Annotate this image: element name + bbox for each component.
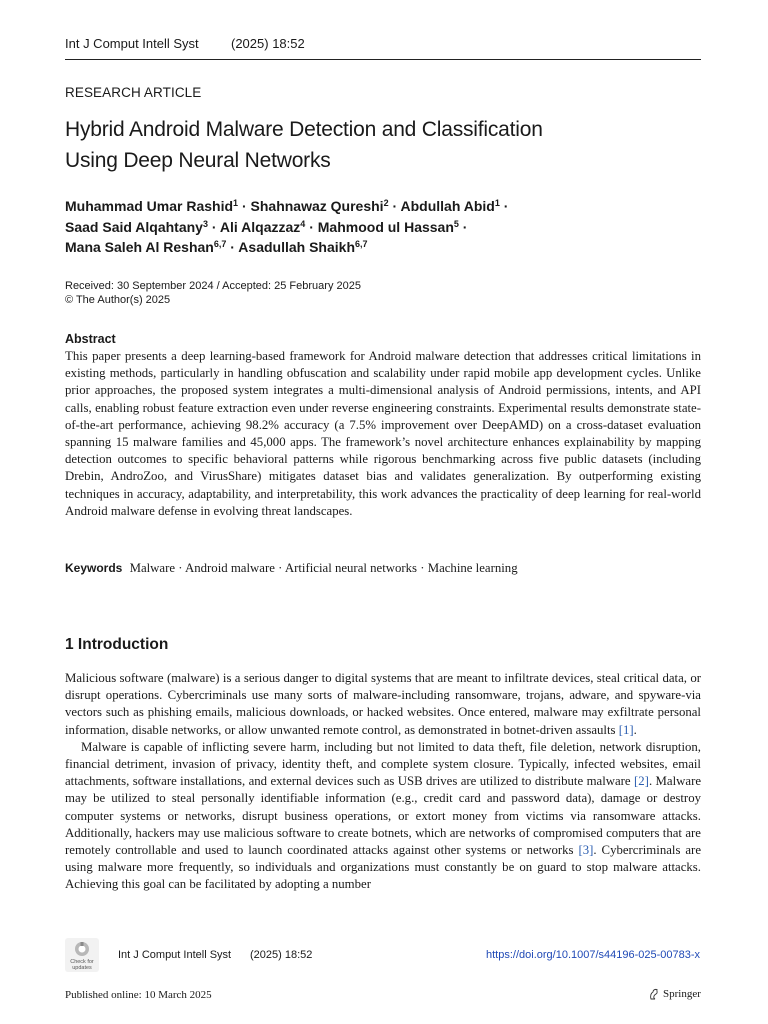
body-text [65,670,701,894]
author[interactable]: Mana Saleh Al Reshan$^{6,7}$ [65,239,227,255]
author[interactable]: Abdullah Abid$^1$ [400,198,500,214]
running-head-volume: (2025) 18:52 [231,36,305,51]
paper-title [65,114,705,176]
author[interactable]: Mahmood ul Hassan$^5$ [317,218,459,235]
running-head-journal: Int J Comput Intell Syst [65,36,199,51]
citation-link[interactable]: [2] [634,774,649,789]
doi-link[interactable]: https://doi.org/10.1007/s44196-025-00783-x [486,949,701,961]
copyright: © The Author(s) 2025 [65,294,171,306]
author[interactable]: Ali Alqazzaz$^4$ [219,218,306,235]
author-list: Muhammad Umar Rashid$^1$ · Shahnawaz Qureshi$^2$ · Abdullah Abid$^1$ · Saad Said Alqahtany$^3$ · Ali Alqazzaz$^4$ · Mahmood ul Hassan$^5$ · Mana Saleh Al Reshan$^{6,7}$ · Asadullah Shaikh$^{6,7}$ [65,198,509,255]
keywords-list: Malware · Android malware · Artificial neural networks · Machine learning [129,561,518,575]
footer-journal: Int J Comput Intell Syst [118,949,232,961]
footer-volume: (2025) 18:52 [250,949,313,961]
published-date: Published online: 10 March 2025 [65,989,212,1001]
section-heading: 1 Introduction [65,636,169,653]
springer-horse-icon [648,988,660,1000]
article-type: RESEARCH ARTICLE [65,85,202,100]
author[interactable]: Asadullah Shaikh$^{6,7}$ [238,239,368,255]
publisher-logo [648,988,701,1000]
header-rule [65,59,701,60]
author[interactable]: Saad Said Alqahtany$^3$ [65,218,208,235]
author[interactable]: Shahnawaz Qureshi$^2$ [250,198,389,214]
keywords [65,560,701,577]
author[interactable]: Muhammad Umar Rashid$^1$ [65,198,239,214]
check-for-updates-badge[interactable] [65,938,99,972]
paragraph: Malware is capable of inflicting severe harm, including but not limited to data theft, file deletion, network disruption, financial detriment, invasion of privacy, identity theft, and complete system closure. Typically, infected websites, email attachments, software installations, and external devices such as USB drives are utilized to distribute malware [2]. Malware may be utilized to steal personally identifiable information (e.g., credit card and password data), damage or destroy computer systems or networks, disrupt business operations, or extort money from victims via ransomware attacks. Additionally, hackers may use malicious software to create botnets, which are networks of compromised computers that are remotely controllable and used to launch coordinated attacks against other systems or networks [3]. Cybercriminals are using malware more frequently, so individuals and organizations must constantly be on guard to stop malware attacks. Achieving this goal can be facilitated by adopting a number [65,739,702,892]
received-accepted: Received: 30 September 2024 / Accepted: 25 February 2025 [65,280,361,292]
abstract-heading: Abstract [65,332,116,346]
citation-link[interactable]: [3] [578,843,594,858]
abstract-text: This paper presents a deep learning-based framework for Android malware detection that addresses critical limitations in existing methods, particularly in handling obfuscation and scalability under rapid mobile app development cycles. Unlike prior approaches, the proposed system integrates a multi-dimensional analysis of Android permissions, intents, and API calls, enabling robust feature extraction even under reverse engineering constraints. Experimental results demonstrate state-of-the-art performance, achieving 98.2% accuracy (a 7.5% improvement over DeepAMD) on a cross-dataset evaluation spanning 15 malware families and 45,000 apps. The framework’s novel architecture enhances explainability by mapping detection outcomes to specific behavioral patterns while rigorous benchmarking across five public datasets (including Drebin, AndroZoo, and VirusShare) mitigates dataset bias and validates generalization. By outperforming existing techniques in accuracy, adaptability, and interpretability, this work advances the practicality of deep learning for real-world Android malware defense in evolving threat landscapes. [65,349,701,518]
article-dates [65,279,361,307]
title-line-2: Using Deep Neural Networks [65,149,331,172]
keywords-label: Keywords [65,561,123,575]
crossmark-text-2: updates [72,965,92,971]
publisher-name: Springer [663,988,701,1000]
citation-link[interactable]: [1] [618,722,634,737]
crossmark-icon [65,938,99,972]
title-line-1: Hybrid Android Malware Detection and Classification [65,118,543,141]
paragraph: Malicious software (malware) is a serious danger to digital systems that are meant to infiltrate devices, steal critical data, or disrupt operations. Cybercriminals use many sorts of malware-including ransomware, trojans, adware, and spyware-via vectors such as phishing emails, malicious downloads, or hacked websites. Once entered, malware may exfiltrate personal information, disable networks, or allow unwanted remote control, as demonstrated in botnet-driven assaults [1]. [65,671,701,737]
crossmark-text-1: Check for [70,959,94,965]
